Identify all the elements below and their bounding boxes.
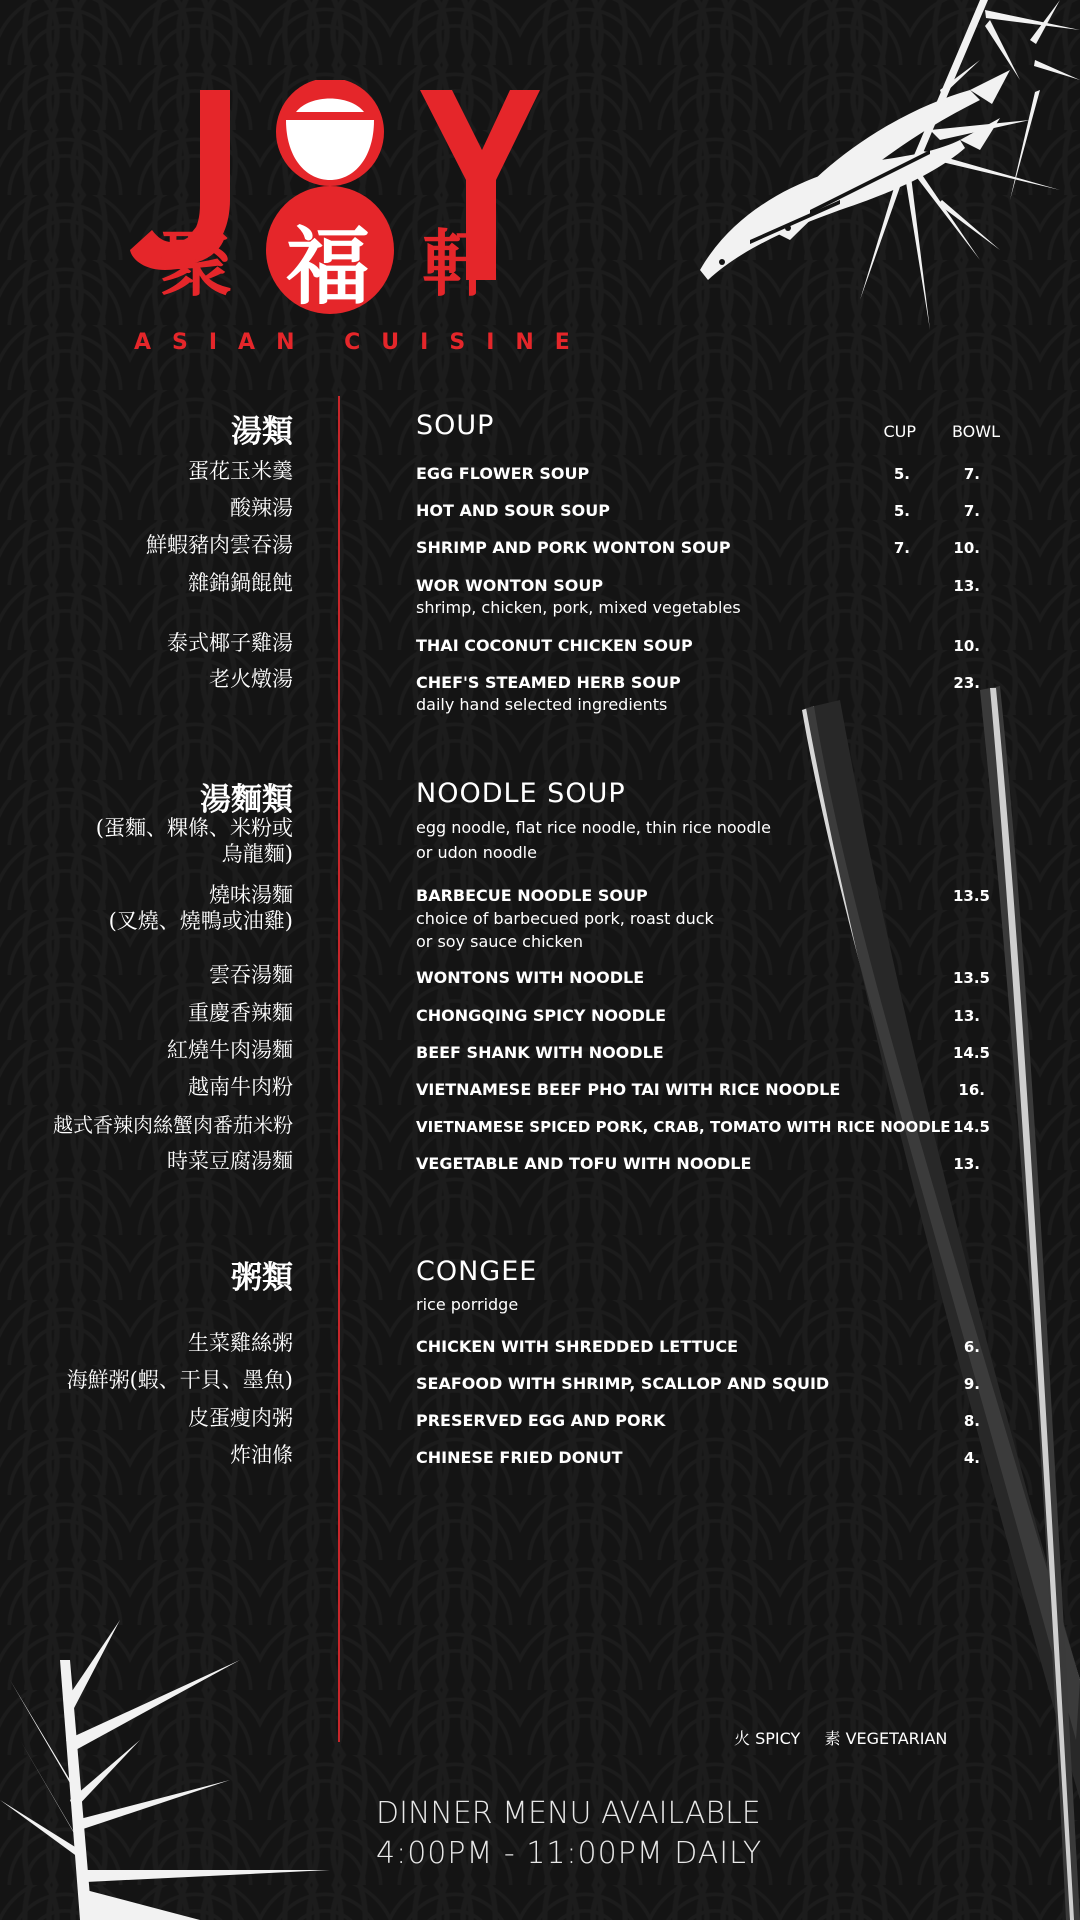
noodle-item-price: 13. <box>953 1155 980 1173</box>
noodle-item-zh: (叉燒、燒鴨或油雞) <box>108 909 293 933</box>
congee-item-en: CHINESE FRIED DONUT <box>416 1448 623 1467</box>
spicy-label: SPICY <box>755 1729 801 1748</box>
soup-item-bowl-price: 10. <box>953 637 980 655</box>
soup-item-desc: daily hand selected ingredients <box>416 695 668 714</box>
soup-item-zh: 鮮蝦豬肉雲吞湯 <box>146 533 293 557</box>
congee-item-price: 9. <box>963 1375 980 1393</box>
noodle-en-subtitle: egg noodle, flat rice noodle, thin rice noodle <box>416 818 771 837</box>
noodle-item-en: CHONGQING SPICY NOODLE <box>416 1006 667 1025</box>
spicy-icon: 火 <box>734 1729 751 1748</box>
soup-item-en: THAI COCONUT CHICKEN SOUP <box>416 636 693 655</box>
dietary-legend <box>734 1726 947 1749</box>
congee-item-price: 8. <box>963 1412 980 1430</box>
congee-item-en: PRESERVED EGG AND PORK <box>416 1411 666 1430</box>
noodle-item-en: VEGETABLE AND TOFU WITH NOODLE <box>416 1154 752 1173</box>
soup-item-zh: 老火燉湯 <box>209 667 293 691</box>
congee-item-zh: 海鮮粥(蝦、干貝、墨魚) <box>66 1368 293 1392</box>
noodle-zh-subtitle: (蛋麵、粿條、米粉或 <box>95 816 293 840</box>
koi-bamboo-illustration <box>680 0 1080 400</box>
soup-item-bowl-price: 7. <box>963 465 980 483</box>
congee-en-title: CONGEE <box>416 1256 538 1287</box>
soup-item-cup-price: 5. <box>893 465 910 483</box>
noodle-item-desc: choice of barbecued pork, roast duck <box>416 909 714 928</box>
soup-item-en: WOR WONTON SOUP <box>416 576 604 595</box>
soup-item-zh: 酸辣湯 <box>230 496 293 520</box>
congee-item-zh: 生菜雞絲粥 <box>188 1331 293 1355</box>
noodle-item-price: 16. <box>958 1081 985 1099</box>
soup-item-desc: shrimp, chicken, pork, mixed vegetables <box>416 598 741 617</box>
congee-en-subtitle: rice porridge <box>416 1295 519 1314</box>
section-divider <box>338 396 340 1742</box>
noodle-item-zh: 燒味湯麵 <box>209 883 293 907</box>
congee-item-price: 6. <box>963 1338 980 1356</box>
logo-chinese-char-3: 軒 <box>422 221 495 306</box>
congee-item-zh: 炸油條 <box>230 1443 293 1467</box>
soup-item-en: SHRIMP AND PORK WONTON SOUP <box>416 538 731 557</box>
soup-item-zh: 蛋花玉米羹 <box>188 459 293 483</box>
soup-item-en: EGG FLOWER SOUP <box>416 464 590 483</box>
soup-item-en: CHEF'S STEAMED HERB SOUP <box>416 673 681 692</box>
noodle-item-zh: 時菜豆腐湯麵 <box>167 1149 293 1173</box>
soup-zh-title: 湯類 <box>231 414 293 450</box>
congee-item-en: CHICKEN WITH SHREDDED LETTUCE <box>416 1337 739 1356</box>
soup-item-bowl-price: 23. <box>953 674 980 692</box>
noodle-item-price: 14.5 <box>952 1044 990 1062</box>
noodle-item-en: VIETNAMESE BEEF PHO TAI WITH RICE NOODLE <box>416 1080 841 1099</box>
noodle-en-subtitle: or udon noodle <box>416 843 537 862</box>
congee-zh-title: 粥類 <box>231 1260 293 1296</box>
soup-item-cup-price: 7. <box>893 539 910 557</box>
vegetarian-icon: 素 <box>824 1729 841 1748</box>
congee-item-en: SEAFOOD WITH SHRIMP, SCALLOP AND SQUID <box>416 1374 830 1393</box>
soup-item-zh: 泰式椰子雞湯 <box>167 631 293 655</box>
congee-item-zh: 皮蛋瘦肉粥 <box>188 1406 293 1430</box>
noodle-item-en: VIETNAMESE SPICED PORK, CRAB, TOMATO WITH RICE NOODLE <box>416 1118 951 1136</box>
bowl-column-header: BOWL <box>951 422 1000 441</box>
noodle-item-zh: 雲吞湯麵 <box>209 963 293 987</box>
cup-column-header: CUP <box>883 422 916 441</box>
noodle-zh-title: 湯麵類 <box>200 782 293 818</box>
soup-item-cup-price: 5. <box>893 502 910 520</box>
noodle-en-title: NOODLE SOUP <box>416 778 626 809</box>
noodle-item-desc: or soy sauce chicken <box>416 932 583 951</box>
soup-item-bowl-price: 7. <box>963 502 980 520</box>
noodle-item-price: 14.5 <box>952 1118 990 1136</box>
vegetarian-label: VEGETARIAN <box>845 1729 948 1748</box>
noodle-item-price: 13.5 <box>952 969 990 987</box>
soup-item-bowl-price: 10. <box>953 539 980 557</box>
noodle-item-en: WONTONS WITH NOODLE <box>416 968 645 987</box>
soup-item-en: HOT AND SOUR SOUP <box>416 501 610 520</box>
soup-item-zh: 雜錦鍋餛飩 <box>188 571 293 595</box>
noodle-item-en: BEEF SHANK WITH NOODLE <box>416 1043 664 1062</box>
bamboo-illustration <box>0 1620 340 1920</box>
congee-item-price: 4. <box>963 1449 980 1467</box>
logo-chinese-char-1: 聚 <box>160 221 233 306</box>
logo-chinese-char-2: 福 <box>286 217 371 316</box>
footer-hours: 4:00PM - 11:00PM DAILY <box>376 1836 763 1871</box>
noodle-item-en: BARBECUE NOODLE SOUP <box>416 886 648 905</box>
logo <box>130 80 550 360</box>
logo-tagline: ASIAN CUISINE <box>134 330 591 355</box>
noodle-item-price: 13.5 <box>952 887 990 905</box>
noodle-zh-subtitle: 烏龍麵) <box>221 842 293 866</box>
noodle-item-zh: 重慶香辣麵 <box>188 1001 293 1025</box>
soup-item-bowl-price: 13. <box>953 577 980 595</box>
soup-en-title: SOUP <box>416 410 495 441</box>
footer-availability: DINNER MENU AVAILABLE <box>376 1796 761 1831</box>
noodle-item-price: 13. <box>953 1007 980 1025</box>
noodle-item-zh: 越式香辣肉絲蟹肉番茄米粉 <box>53 1113 293 1137</box>
noodle-item-zh: 紅燒牛肉湯麵 <box>167 1038 293 1062</box>
noodle-item-zh: 越南牛肉粉 <box>188 1075 293 1099</box>
